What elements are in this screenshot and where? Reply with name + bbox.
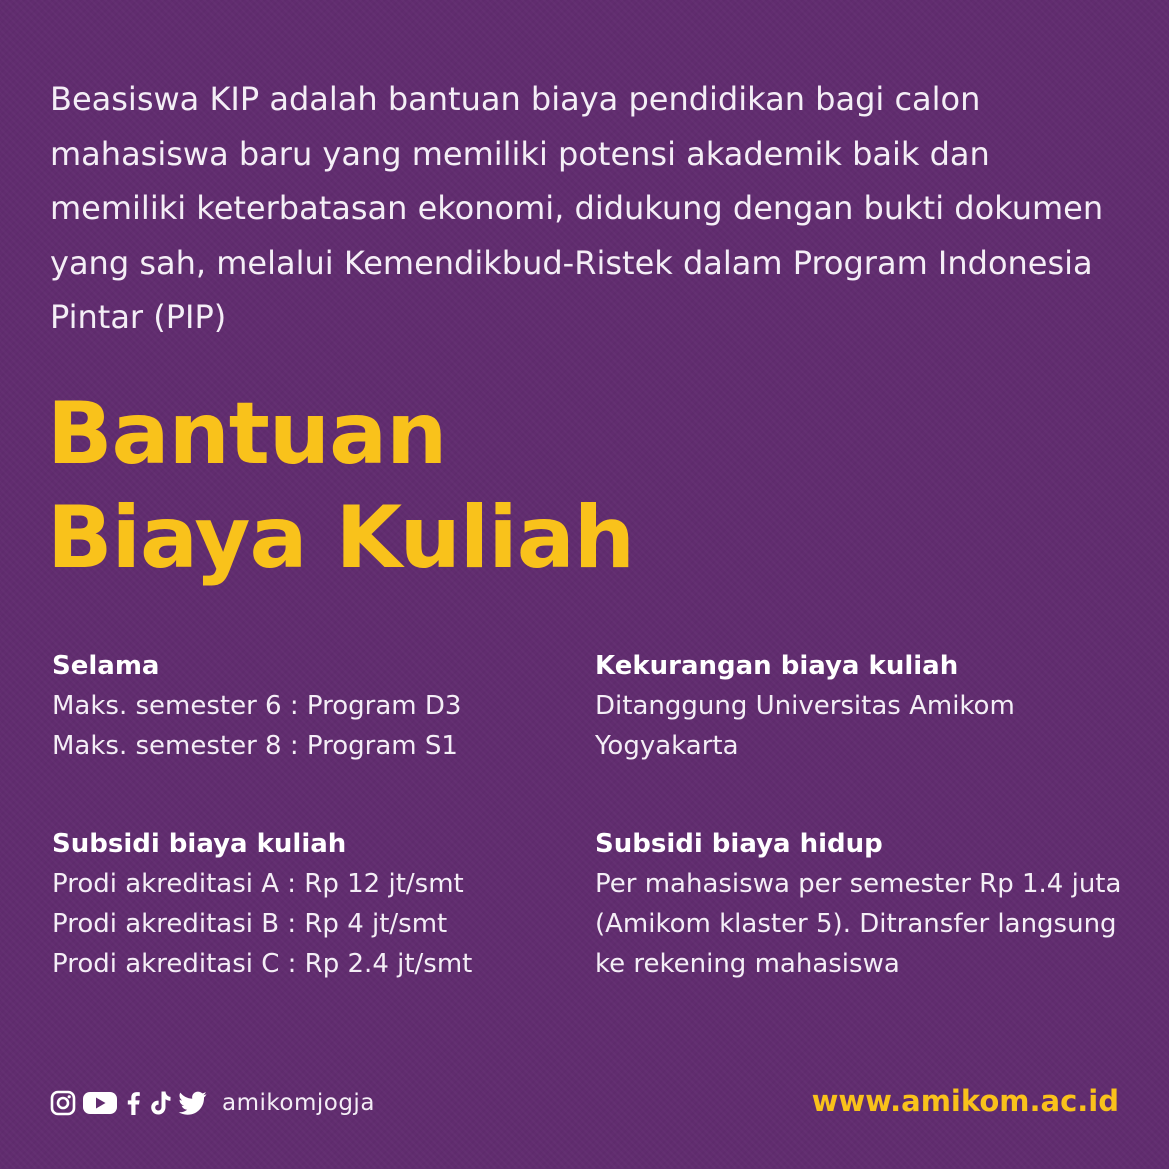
headline-line-2: Biaya Kuliah <box>47 488 635 588</box>
facebook-icon[interactable] <box>124 1086 142 1120</box>
selama-line: Maks. semester 6 : Program D3 <box>52 691 462 721</box>
kekurangan-block <box>595 646 1135 766</box>
subsidi-hidup-text: Per mahasiswa per semester Rp 1.4 juta (Amikom klaster 5). Ditransfer langsung ke rekening mahasiswa <box>595 869 1122 979</box>
subsidi-kuliah-line: Prodi akreditasi B : Rp 4 jt/smt <box>52 909 448 939</box>
social-handle: amikomjogja <box>222 1090 375 1116</box>
kekurangan-text: Ditanggung Universitas Amikom Yogyakarta <box>595 691 1015 761</box>
subsidi-hidup-block <box>595 824 1135 984</box>
twitter-icon[interactable] <box>178 1086 208 1120</box>
website-url[interactable]: www.amikom.ac.id <box>811 1084 1119 1118</box>
subsidi-kuliah-line: Prodi akreditasi C : Rp 2.4 jt/smt <box>52 949 473 979</box>
instagram-icon[interactable] <box>50 1086 76 1120</box>
selama-line: Maks. semester 8 : Program S1 <box>52 731 458 761</box>
subsidi-kuliah-block <box>52 824 572 984</box>
intro-paragraph: Beasiswa KIP adalah bantuan biaya pendidikan bagi calon mahasiswa baru yang memiliki potensi akademik baik dan memiliki keterbatasan ekonomi, didukung dengan bukti dokumen yang sah, melalui Kemendikbud-Ristek dalam Program Indonesia Pintar (PIP) <box>50 80 1104 336</box>
tiktok-icon[interactable] <box>148 1086 172 1120</box>
selama-heading: Selama <box>52 651 160 681</box>
kekurangan-heading: Kekurangan biaya kuliah <box>595 651 959 681</box>
selama-block <box>52 646 572 766</box>
headline <box>47 382 634 590</box>
subsidi-kuliah-line: Prodi akreditasi A : Rp 12 jt/smt <box>52 869 464 899</box>
social-links <box>50 1086 375 1120</box>
subsidi-hidup-heading: Subsidi biaya hidup <box>595 829 883 859</box>
headline-line-1: Bantuan <box>47 384 447 484</box>
youtube-icon[interactable] <box>82 1086 118 1120</box>
subsidi-kuliah-heading: Subsidi biaya kuliah <box>52 829 347 859</box>
